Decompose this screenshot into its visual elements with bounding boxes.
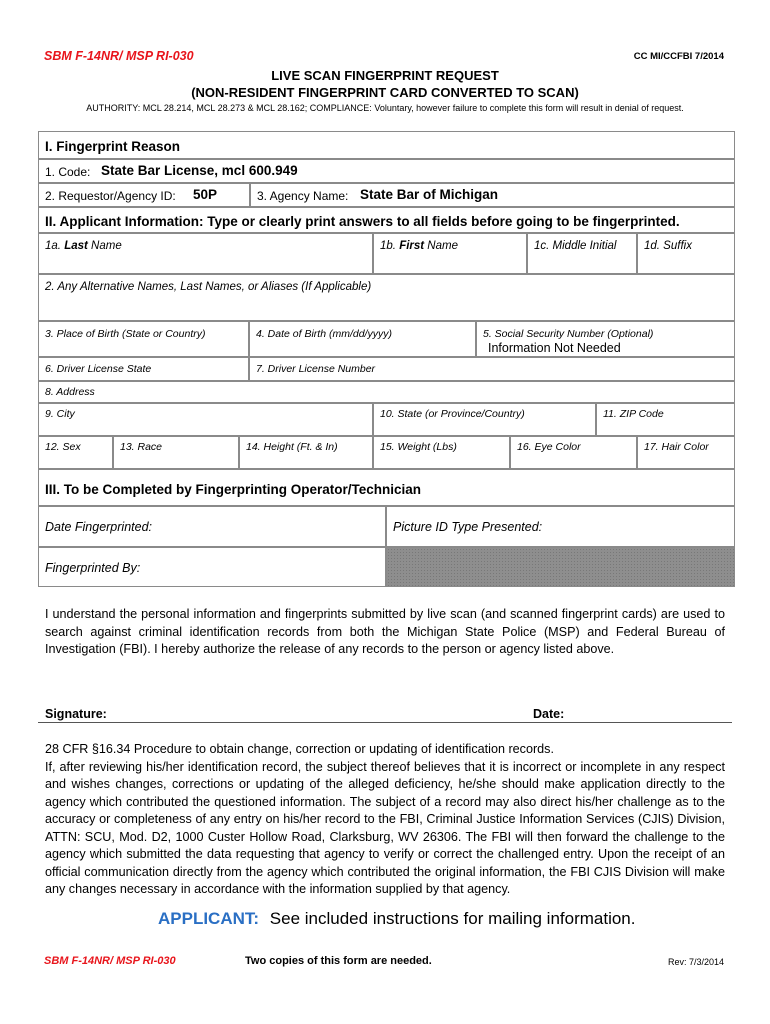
form-title-line2: (NON-RESIDENT FINGERPRINT CARD CONVERTED TO SCAN) [191, 85, 579, 100]
revision-bottom: Rev: 7/3/2014 [667, 957, 724, 967]
code-label: 1. Code: [45, 165, 91, 179]
ssn-field[interactable] [476, 321, 735, 357]
section3-header [38, 469, 735, 506]
date-of-birth-field[interactable] [249, 321, 476, 357]
section2-heading: II. Applicant Information: Type or clearly print answers to all fields before going to be fingerprinted. [45, 214, 680, 229]
address-label: 8. Address [45, 386, 95, 398]
revision-top: CC MI/CCFBI 7/2014 [633, 51, 724, 62]
state-field[interactable] [373, 403, 596, 436]
date-fingerprinted-label: Date Fingerprinted: [45, 520, 153, 534]
place-of-birth-label: 3. Place of Birth (State or Country) [45, 328, 206, 340]
alt-names-field[interactable] [38, 274, 735, 321]
requestor-label: 2. Requestor/Agency ID: [45, 189, 176, 203]
applicant-line [158, 909, 635, 929]
authority-statement: AUTHORITY: MCL 28.214, MCL 28.273 & MCL 28.162; COMPLIANCE: Voluntary, however failure to complete this form will result in denial of request. [86, 103, 684, 113]
hair-color-label: 17. Hair Color [644, 441, 709, 453]
consent-text: I understand the personal information and fingerprints submitted by live scan (and scanned fingerprint cards) are used to search against criminal identification records from both the Michigan State Police (MSP) and Federal Bureau of Investigation (FBI). I hereby authorize the release of any records to the person or agency listed above. [45, 607, 725, 656]
eye-color-field[interactable] [510, 436, 637, 469]
race-field[interactable] [113, 436, 239, 469]
first-name-field[interactable] [373, 233, 527, 274]
shaded-area [386, 547, 735, 587]
last-name-field[interactable] [38, 233, 373, 274]
first-name-label: 1b. First Name [380, 240, 458, 252]
place-of-birth-field[interactable] [38, 321, 249, 357]
applicant-text: See included instructions for mailing information. [269, 909, 636, 928]
ssn-value: Information Not Needed [488, 341, 621, 355]
section2-header [38, 207, 735, 233]
date-of-birth-label: 4. Date of Birth (mm/dd/yyyy) [256, 328, 392, 340]
sex-field[interactable] [38, 436, 113, 469]
signature-line[interactable] [38, 722, 732, 723]
copies-note: Two copies of this form are needed. [245, 955, 432, 967]
weight-label: 15. Weight (Lbs) [380, 441, 457, 453]
address-field[interactable] [38, 381, 735, 403]
zip-field[interactable] [596, 403, 735, 436]
dl-state-label: 6. Driver License State [45, 363, 152, 375]
form-title-line1: LIVE SCAN FINGERPRINT REQUEST [271, 68, 499, 83]
requestor-cell [38, 183, 250, 207]
middle-initial-label: 1c. Middle Initial [534, 240, 617, 252]
form-code-bottom: SBM F-14NR/ MSP RI-030 [44, 955, 176, 967]
zip-label: 11. ZIP Code [603, 408, 664, 420]
dl-number-field[interactable] [249, 357, 735, 381]
eye-color-label: 16. Eye Color [517, 441, 581, 453]
signature-label: Signature: [45, 707, 107, 721]
suffix-field[interactable] [637, 233, 735, 274]
race-label: 13. Race [120, 441, 163, 453]
city-label: 9. City [45, 408, 75, 420]
height-field[interactable] [239, 436, 373, 469]
cfr-title: 28 CFR §16.34 Procedure to obtain change, correction or updating of identification records. [45, 742, 554, 756]
ssn-label: 5. Social Security Number (Optional) [483, 328, 654, 340]
dl-number-label: 7. Driver License Number [256, 363, 376, 375]
dl-state-field[interactable] [38, 357, 249, 381]
picture-id-label: Picture ID Type Presented: [393, 520, 543, 534]
date-fingerprinted-field[interactable] [38, 506, 386, 547]
applicant-label: APPLICANT: [158, 909, 260, 928]
agency-cell [250, 183, 735, 207]
date-label: Date: [533, 707, 565, 721]
code-value[interactable]: State Bar License, mcl 600.949 [101, 163, 298, 178]
last-name-label: 1a. Last Name [45, 240, 122, 252]
cfr-block [45, 741, 725, 899]
weight-field[interactable] [373, 436, 510, 469]
fingerprinted-by-label: Fingerprinted By: [45, 561, 141, 575]
requestor-value[interactable]: 50P [193, 187, 218, 202]
state-label: 10. State (or Province/Country) [380, 408, 525, 420]
agency-label: 3. Agency Name: [257, 189, 349, 203]
section1-header [38, 131, 735, 159]
section3-heading: III. To be Completed by Fingerprinting Operator/Technician [45, 482, 422, 497]
code-row [38, 159, 735, 183]
hair-color-field[interactable] [637, 436, 735, 469]
section1-heading: I. Fingerprint Reason [45, 139, 181, 154]
cfr-text: If, after reviewing his/her identification record, the subject thereof believes that it is incorrect or incomplete in any respect and wishes changes, corrections or updating of the alleged deficiency, he/she should make application directly to the agency which contributed the questioned information. The subject of a record may also direct his/her challenge as to the accuracy or completeness of any entry on his/her record to the FBI, Criminal Justice Information Services (CJIS) Division, ATTN: SCU, Mod. D2, 1000 Custer Hollow Road, Clarksburg, WV 26306. The FBI will then forward the challenge to the agency which submitted the data requesting that agency to verify or correct the challenged entry. Upon the receipt of an official communication directly from the agency which contributed the original information, the FBI CJIS Division will make any changes necessary in accordance with the information supplied by that agency. [45, 759, 725, 896]
height-label: 14. Height (Ft. & In) [246, 441, 338, 453]
city-field[interactable] [38, 403, 373, 436]
agency-value[interactable]: State Bar of Michigan [360, 187, 499, 202]
middle-initial-field[interactable] [527, 233, 637, 274]
fingerprinted-by-field[interactable] [38, 547, 386, 587]
picture-id-field[interactable] [386, 506, 735, 547]
sex-label: 12. Sex [45, 441, 81, 453]
alt-names-label: 2. Any Alternative Names, Last Names, or Aliases (If Applicable) [45, 281, 372, 293]
suffix-label: 1d. Suffix [644, 240, 692, 252]
form-code-top: SBM F-14NR/ MSP RI-030 [44, 49, 194, 63]
